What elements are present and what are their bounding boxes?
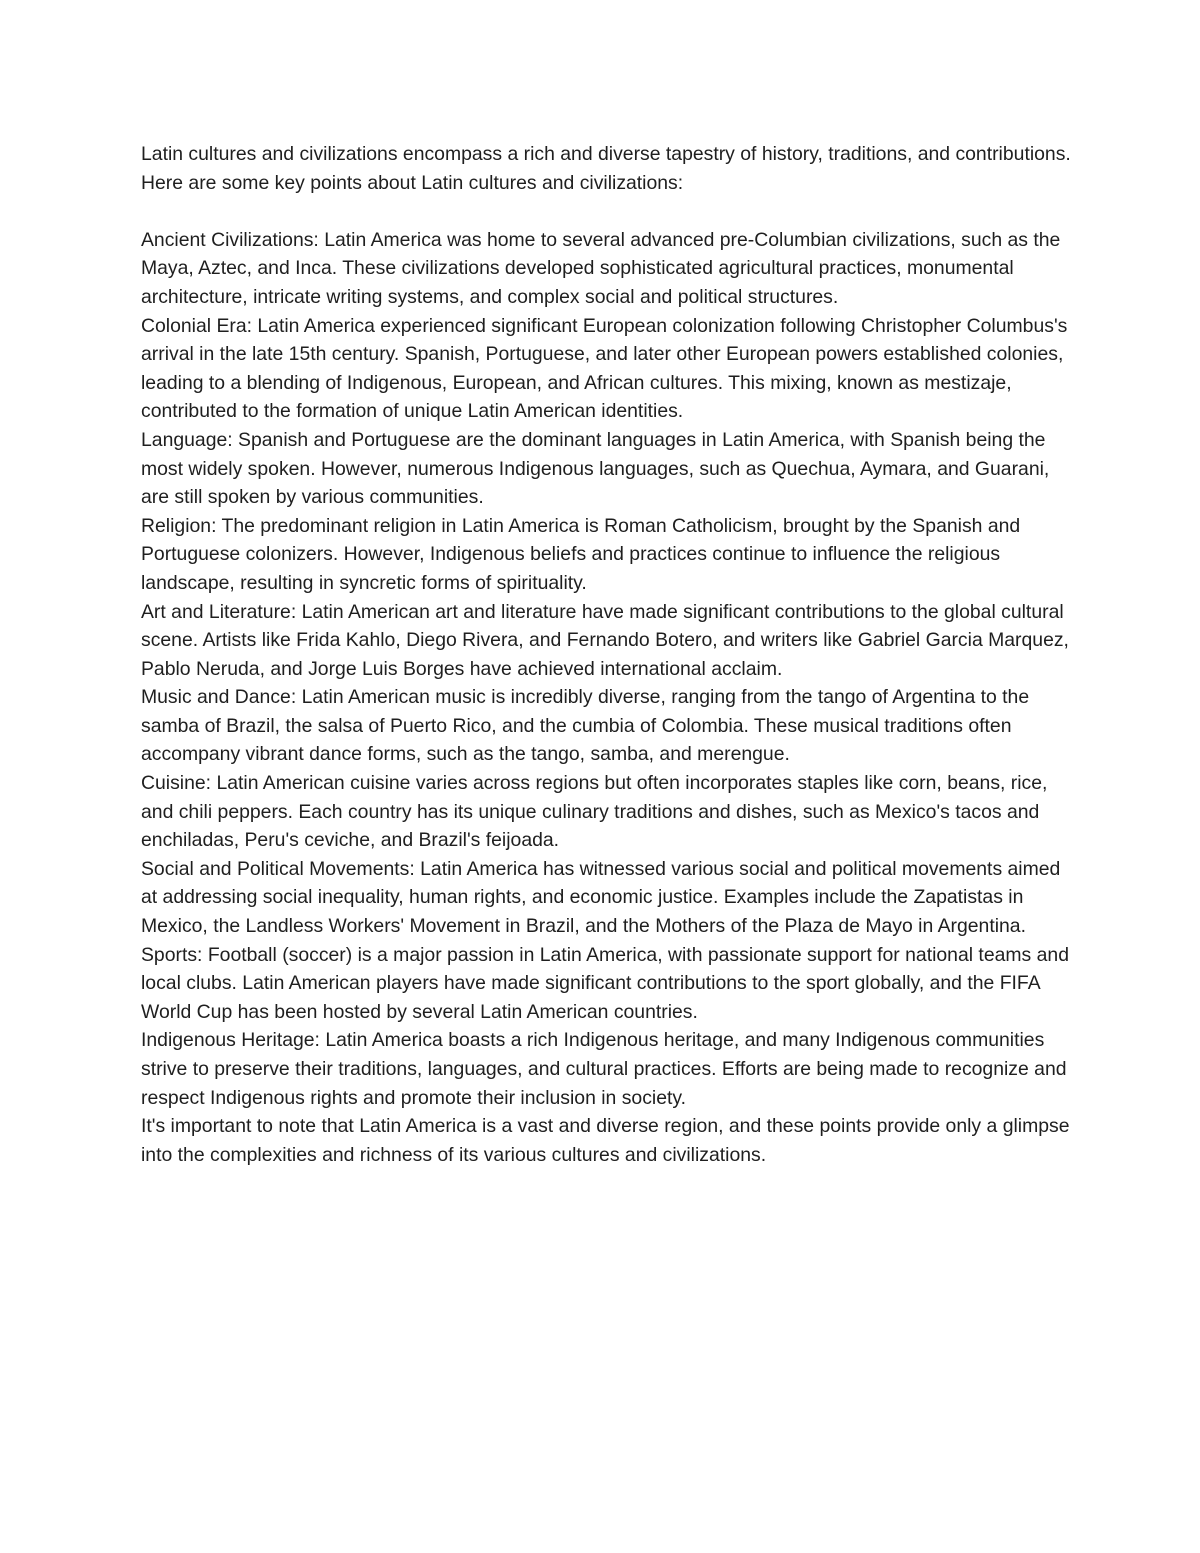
paragraph-language: Language: Spanish and Portuguese are the dominant languages in Latin America, with Spanish being the most widely spoken. However, numerous Indigenous languages, such as Quechua, Aymara, and Guarani, are still spoken by various communities. — [141, 428, 1050, 509]
paragraph-sports: Sports: Football (soccer) is a major passion in Latin America, with passionate support for national teams and local clubs. Latin American players have made significant contributions to the sport globally, and the FIFA World Cup has been hosted by several Latin American countries. — [141, 943, 1069, 1023]
paragraph-colonial-era: Colonial Era: Latin America experienced significant European colonization following Christopher Columbus's arrival in the late 15th century. Spanish, Portuguese, and later other European powers established colonies, leading to a blending of Indigenous, European, and African cultures. This mixing, known as mestizaje, contributed to the formation of unique Latin American identities. — [141, 314, 1068, 423]
document-body — [141, 140, 1071, 1169]
paragraph-ancient-civilizations: Ancient Civilizations: Latin America was home to several advanced pre-Columbian civilizations, such as the Maya, Aztec, and Inca. These civilizations developed sophisticated agricultural practices, monumental architecture, intricate writing systems, and complex social and political structures. — [141, 228, 1061, 308]
intro-paragraph: Latin cultures and civilizations encompass a rich and diverse tapestry of history, traditions, and contributions. Here are some key points about Latin cultures and civilizations: — [141, 143, 1071, 194]
paragraph-music-dance: Music and Dance: Latin American music is incredibly diverse, ranging from the tango of Argentina to the samba of Brazil, the salsa of Puerto Rico, and the cumbia of Colombia. These musical traditions often accompany vibrant dance forms, such as the tango, samba, and merengue. — [141, 686, 1030, 766]
paragraph-conclusion: It's important to note that Latin America is a vast and diverse region, and these points provide only a glimpse into the complexities and richness of its various cultures and civilizations. — [141, 1115, 1070, 1166]
paragraph-religion: Religion: The predominant religion in Latin America is Roman Catholicism, brought by the Spanish and Portuguese colonizers. However, Indigenous beliefs and practices continue to influence the religious landscape, resulting in syncretic forms of spirituality. — [141, 514, 1021, 594]
paragraph-social-political: Social and Political Movements: Latin America has witnessed various social and political movements aimed at addressing social inequality, human rights, and economic justice. Examples include the Zapatistas in Mexico, the Landless Workers' Movement in Brazil, and the Mothers of the Plaza de Mayo in Argentina. — [141, 857, 1061, 938]
paragraph-cuisine: Cuisine: Latin American cuisine varies across regions but often incorporates staples like corn, beans, rice, and chili peppers. Each country has its unique culinary traditions and dishes, such as Mexico's tacos and enchiladas, Peru's ceviche, and Brazil's feijoada. — [141, 772, 1048, 852]
paragraph-art-literature: Art and Literature: Latin American art and literature have made significant contributions to the global cultural scene. Artists like Frida Kahlo, Diego Rivera, and Fernando Botero, and writers like Gabriel Garcia Marquez, Pablo Neruda, and Jorge Luis Borges have achieved international acclaim. — [141, 600, 1069, 680]
paragraph-indigenous-heritage: Indigenous Heritage: Latin America boasts a rich Indigenous heritage, and many Indigenous communities strive to preserve their traditions, languages, and cultural practices. Efforts are being made to recognize and respect Indigenous rights and promote their inclusion in society. — [141, 1029, 1067, 1109]
